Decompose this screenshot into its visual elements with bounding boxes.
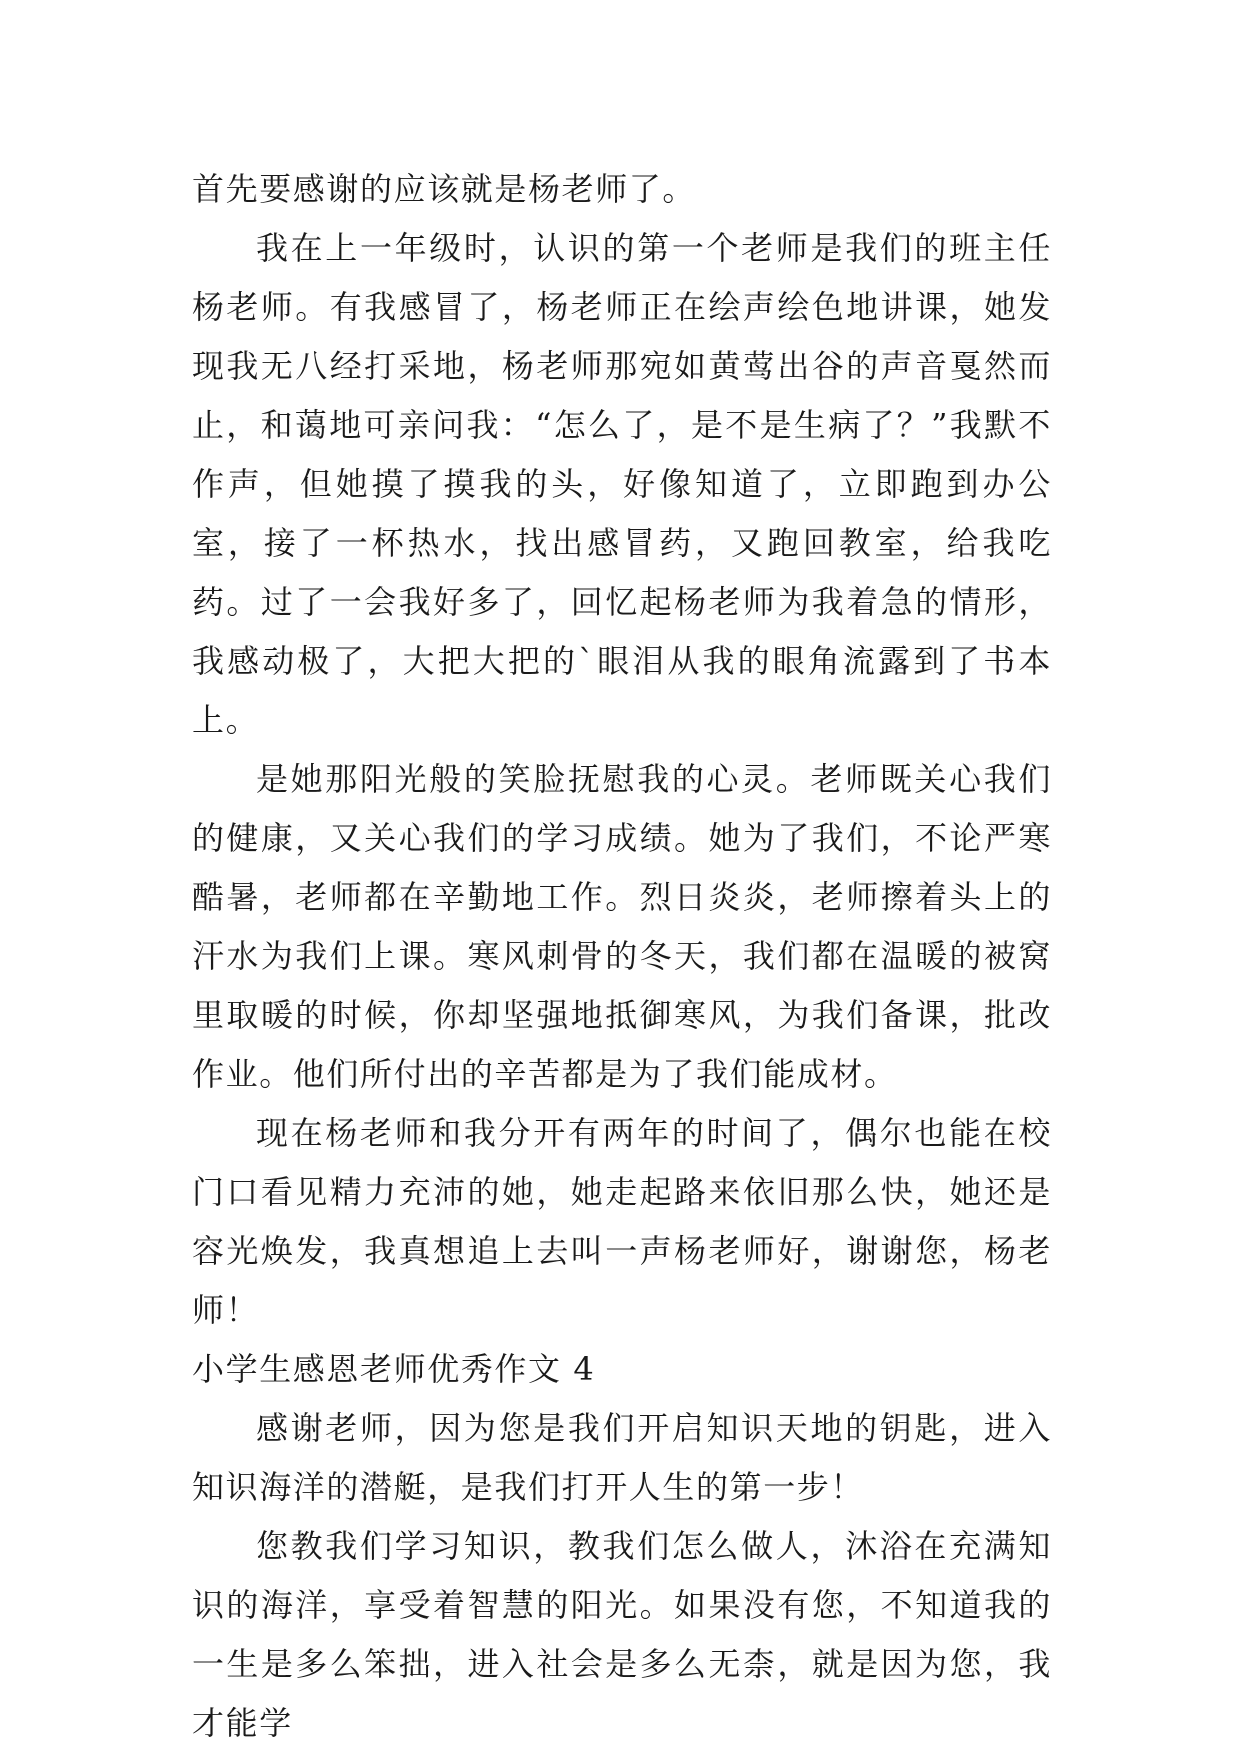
paragraph-two-years-later: 现在杨老师和我分开有两年的时间了，偶尔也能在校门口看见精力充沛的她，她走起路来依旧那么快，她还是容光焕发，我真想追上去叫一声杨老师好，谢谢您，杨老师！ [192, 1114, 1052, 1329]
paragraph-thanks-teacher-yang: 首先要感谢的应该就是杨老师了。 [192, 170, 697, 208]
paragraph-first-grade-memory: 我在上一年级时，认识的第一个老师是我们的班主任杨老师。有我感冒了，杨老师正在绘声绘色地讲课，她发现我无八经打采地，杨老师那宛如黄莺出谷的声音戛然而止，和蔼地可亲问我：“怎么了，是不是生病了？”我默不作声，但她摸了摸我的头，好像知道了，立即跑到办公室，接了一杯热水，找出感冒药，又跑回教室，给我吃药。过了一会我好多了，回忆起杨老师为我着急的情形，我感动极了，大把大把的`眼泪从我的眼角流露到了书本上。 [192, 229, 1052, 739]
essay-4-heading: 小学生感恩老师优秀作文 4 [192, 1350, 596, 1388]
paragraph-teacher-care: 是她那阳光般的笑脸抚慰我的心灵。老师既关心我们的健康，又关心我们的学习成绩。她为了我们，不论严寒酷暑，老师都在辛勤地工作。烈日炎炎，老师擦着头上的汗水为我们上课。寒风刺骨的冬天，我们都在温暖的被窝里取暖的时候，你却坚强地抵御寒风，为我们备课，批改作业。他们所付出的辛苦都是为了我们能成材。 [192, 760, 1052, 1093]
paragraph-key-to-knowledge: 感谢老师，因为您是我们开启知识天地的钥匙，进入知识海洋的潜艇，是我们打开人生的第一步！ [192, 1409, 1052, 1506]
document-body [192, 160, 1052, 1753]
paragraph-teach-us: 您教我们学习知识，教我们怎么做人，沐浴在充满知识的海洋，享受着智慧的阳光。如果没有您，不知道我的一生是多么笨拙，进入社会是多么无柰，就是因为您，我才能学 [192, 1527, 1052, 1742]
